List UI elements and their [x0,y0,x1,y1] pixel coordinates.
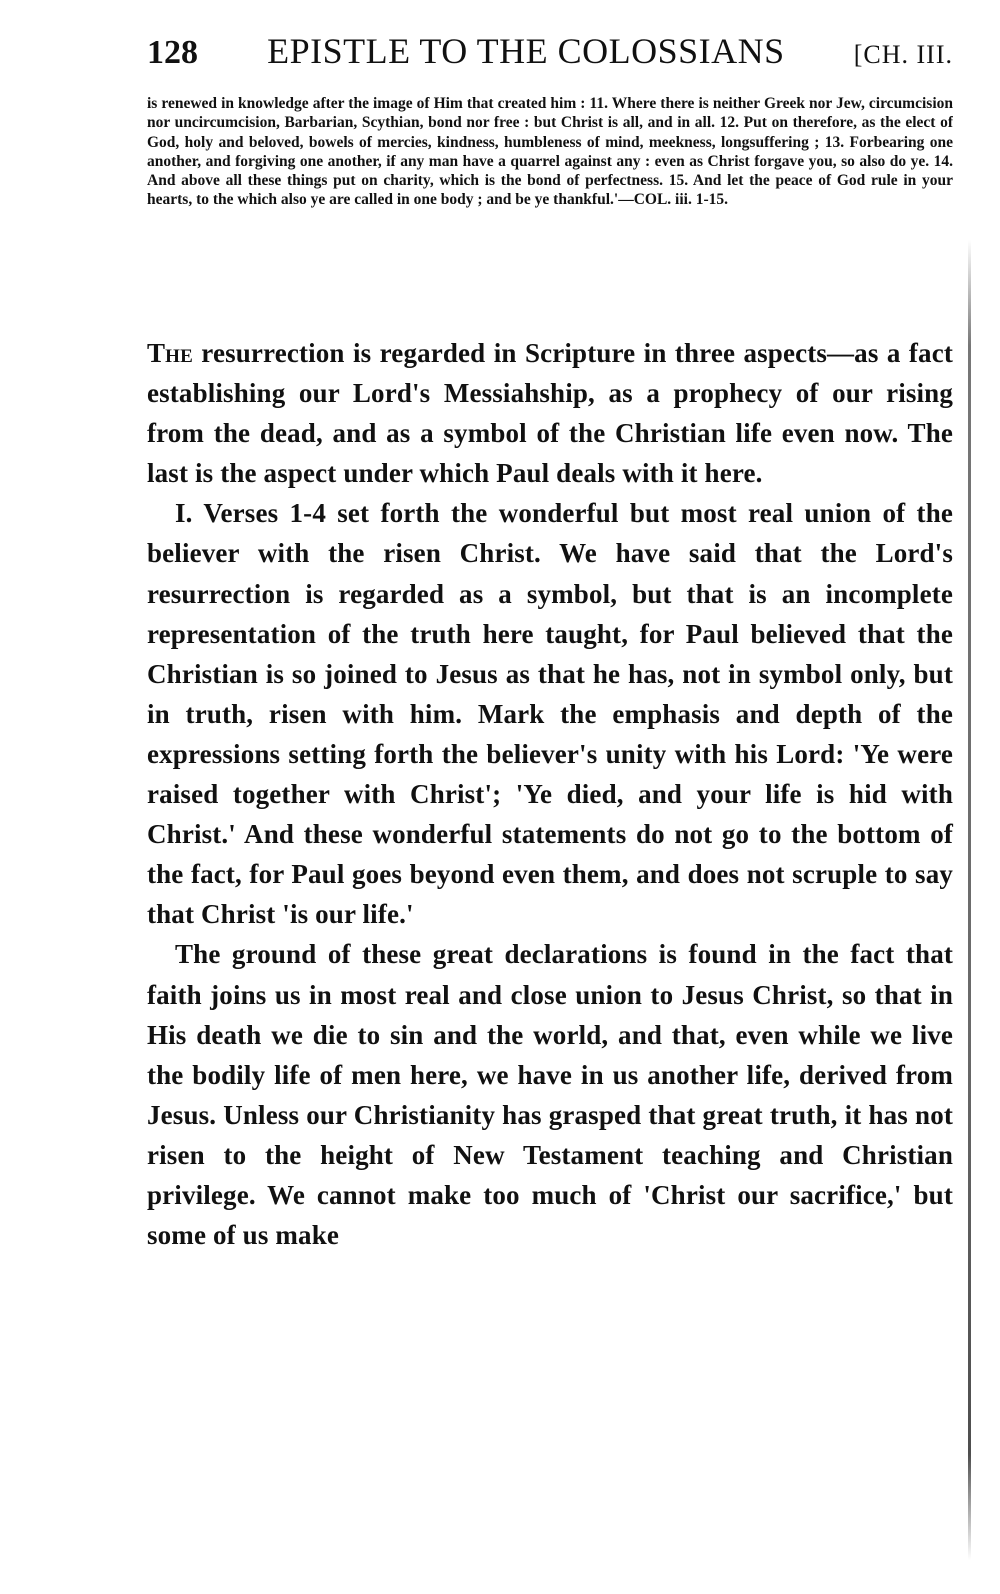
paragraph-3: The ground of these great declarations is found in the fact that faith joins us in most real and close union to Jesus Christ, so that in His death we die to sin and the world, and that, even while we live the bodily life of men here, we have in us another life, derived from Jesus. Unless our Christianity has grasped that great truth, it has not risen to the height of New Testament teaching and Christian privilege. We cannot make too much of 'Christ our sacrifice,' but some of us make [147,939,953,1251]
book-page [147,28,953,1255]
paragraph-1 [147,333,953,493]
paragraph-2: I. Verses 1-4 set forth the wonderful but most real union of the believer with the risen Christ. We have said that the Lord's resurrection is regarded as a symbol, but that is an incomplete representation of the truth here taught, for Paul believed that the Christian is so joined to Jesus as that he has, not in symbol only, but in truth, risen with him. Mark the emphasis and depth of the expressions setting forth the believer's unity with his Lord: 'Ye were raised together with Christ'; 'Ye died, and your life is hid with Christ.' And these wonderful statements do not go to the bottom of the fact, for Paul goes beyond even them, and does not scruple to say that Christ 'is our life.' [147,498,953,930]
chapter-marker: [CH. III. [853,40,953,69]
page-number: 128 [147,34,198,71]
page-edge-rule [968,240,971,1560]
running-title: EPISTLE TO THE COLOSSIANS [267,31,785,71]
paragraph-1-lead: The [147,338,193,368]
scripture-epigraph: is renewed in knowledge after the image of Him that created him : 11. Where there is neither Greek nor Jew, circumcision nor uncircumcision, Barbarian, Scythian, bond nor free : but Christ is all, and in all. 12. Put on therefore, as the elect of God, holy and beloved, bowels of mercies, kindness, humbleness of mind, meekness, longsuffering ; 13. Forbearing one another, and forgiving one another, if any man have a quarrel against any : even as Christ forgave you, so also do ye. 14. And above all these things put on charity, which is the bond of perfectness. 15. And let the peace of God rule in your hearts, to the which also ye are called in one body ; and be ye thankful.'—COL. iii. 1-15. [147,95,953,209]
running-head [147,28,953,76]
paragraph-1-text: resurrection is regarded in Scripture in three aspects—as a fact establishing our Lord's Messiahship, as a prophecy of our rising from the dead, and as a symbol of the Christian life even now. The last is the aspect under which Paul deals with it here. [147,338,953,489]
body-text [147,333,953,1255]
